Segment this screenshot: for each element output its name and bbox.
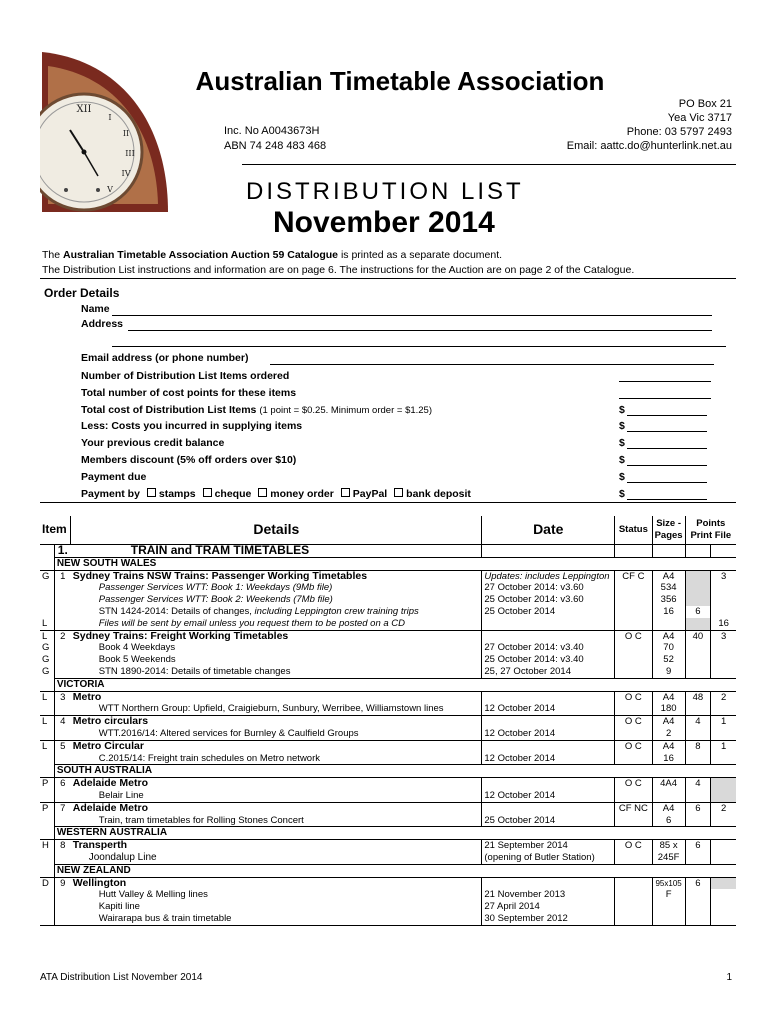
detail-text: Files will be sent by email unless you request them to be posted on a CD — [71, 618, 482, 630]
svg-text:XII: XII — [76, 104, 92, 115]
email: Email: aattc.do@hunterlink.net.au — [566, 140, 732, 152]
detail-date: 30 September 2012 — [482, 913, 615, 925]
item-print-points: 6 — [685, 877, 711, 889]
total-cost-note: (1 point = $0.25. Minimum order = $1.25) — [259, 405, 433, 416]
detail-pages: F — [652, 889, 685, 901]
detail-text: WTT.2016/14: Altered services for Burnley & Caulfield Groups — [71, 728, 482, 740]
detail-date: 27 October 2014: v3.60 — [482, 582, 615, 594]
less-costs-label: Less: Costs you incurred in supplying items — [81, 420, 303, 432]
detail-text: Wairarapa bus & train timetable — [71, 913, 482, 925]
stamps-label: stamps — [158, 488, 196, 500]
intro-text — [42, 248, 634, 278]
item-class: L — [40, 716, 54, 728]
item-size: A4 — [652, 802, 685, 814]
intro-suffix: is printed as a separate document. — [338, 249, 503, 261]
detail-class: L — [40, 618, 54, 630]
detail-pages: 356 — [652, 594, 685, 606]
item-size: A4 — [652, 630, 685, 642]
members-field[interactable] — [627, 465, 707, 466]
header-divider — [242, 164, 736, 165]
detail-text: Hutt Valley & Melling lines — [71, 889, 482, 901]
detail-text: Kapiti line — [71, 901, 482, 913]
less-costs-dollar: $ — [619, 420, 625, 432]
item-size: A4 — [652, 570, 685, 582]
item-title: Metro Circular — [71, 740, 482, 752]
detail-row — [40, 753, 736, 765]
num-items-label: Number of Distribution List Items ordered — [81, 370, 290, 382]
item-print-points: 48 — [685, 691, 711, 703]
intro-line-2: The Distribution List instructions and information are on page 6. The instructions for the Auction are on page 2 of the Catalogue. — [42, 264, 635, 276]
payment-due-label: Payment due — [81, 471, 147, 483]
detail-row — [40, 901, 736, 913]
item-size: 4A4 — [652, 778, 685, 790]
detail-row — [40, 889, 736, 901]
item-number: 4 — [54, 716, 70, 728]
region-row — [40, 557, 736, 570]
table-row — [40, 840, 736, 852]
members-dollar: $ — [619, 454, 625, 466]
detail-pages: 534 — [652, 582, 685, 594]
detail-class: G — [40, 642, 54, 654]
money-order-checkbox[interactable] — [258, 488, 267, 497]
region-vic: VICTORIA — [54, 678, 736, 691]
detail-date: 21 November 2013 — [482, 889, 615, 901]
detail-date: 25 October 2014: v3.40 — [482, 654, 615, 666]
page-number: 1 — [726, 972, 732, 983]
document-title: DISTRIBUTION LIST — [246, 178, 524, 205]
total-cost-field[interactable] — [627, 415, 707, 416]
item-file-points: 1 — [711, 740, 736, 752]
region-row — [40, 678, 736, 691]
item-print-points: 4 — [685, 778, 711, 790]
town: Yea Vic 3717 — [667, 112, 732, 124]
items-table — [40, 516, 736, 926]
bank-deposit-checkbox[interactable] — [394, 488, 403, 497]
print-label: Print — [690, 530, 713, 541]
inc-number: Inc. No A0043673H — [224, 125, 320, 137]
section-number: 1. — [57, 543, 68, 557]
item-number: 6 — [54, 778, 70, 790]
detail-row — [40, 642, 736, 654]
order-divider — [40, 502, 736, 503]
address-field-2[interactable] — [112, 346, 726, 347]
detail-pages: 2 — [652, 728, 685, 740]
credit-label: Your previous credit balance — [81, 437, 225, 449]
detail-text: Joondalup Line — [71, 852, 482, 864]
item-file-points: 3 — [711, 630, 736, 642]
item-class: P — [40, 778, 54, 790]
detail-date: 27 October 2014: v3.40 — [482, 642, 615, 654]
intro-divider — [40, 278, 736, 279]
item-title: Transperth — [71, 840, 482, 852]
region-wa: WESTERN AUSTRALIA — [54, 827, 736, 840]
table-row — [40, 740, 736, 752]
item-file-points: 2 — [711, 802, 736, 814]
item-header: Item — [40, 516, 71, 545]
num-items-field[interactable] — [619, 381, 711, 382]
item-title: Adelaide Metro — [71, 778, 482, 790]
item-number: 1 — [54, 570, 70, 582]
name-field[interactable] — [112, 315, 712, 316]
item-title: Sydney Trains: Freight Working Timetables — [71, 630, 482, 642]
item-number: 8 — [54, 840, 70, 852]
detail-date: (opening of Butler Station) — [482, 852, 615, 864]
bank-deposit-label: bank deposit — [406, 488, 471, 500]
detail-date: 12 October 2014 — [482, 728, 615, 740]
detail-row — [40, 654, 736, 666]
item-status: O C — [615, 740, 652, 752]
detail-pages: 70 — [652, 642, 685, 654]
size-header — [652, 516, 685, 545]
region-row — [40, 827, 736, 840]
detail-date: 12 October 2014 — [482, 753, 615, 765]
detail-class: G — [40, 654, 54, 666]
order-details-title: Order Details — [44, 286, 120, 300]
item-class: L — [40, 740, 54, 752]
item-status: CF C — [615, 570, 652, 582]
item-size: A4 — [652, 716, 685, 728]
detail-pages: 245F — [652, 852, 685, 864]
print-file-labels — [688, 530, 734, 542]
region-row — [40, 765, 736, 778]
item-number: 3 — [54, 691, 70, 703]
detail-pages: 6 — [652, 815, 685, 827]
item-title: Sydney Trains NSW Trains: Passenger Working Timetables — [71, 570, 482, 582]
region-row — [40, 864, 736, 877]
item-class: H — [40, 840, 54, 852]
svg-text:II: II — [122, 129, 130, 138]
intro-prefix: The — [42, 249, 64, 261]
region-nz: NEW ZEALAND — [54, 864, 736, 877]
svg-text:V: V — [107, 185, 113, 194]
file-label: File — [714, 530, 732, 541]
item-file-points: 2 — [711, 691, 736, 703]
item-status: O C — [615, 630, 652, 642]
detail-text: C.2015/14: Freight train schedules on Metro network — [71, 753, 482, 765]
svg-text:III: III — [125, 149, 135, 158]
item-status: O C — [615, 778, 652, 790]
detail-date: 25 October 2014 — [482, 815, 615, 827]
total-points-label: Total number of cost points for these items — [81, 387, 297, 399]
item-print-points: 8 — [685, 740, 711, 752]
registration-info — [224, 124, 326, 154]
detail-text: Book 4 Weekdays — [71, 642, 482, 654]
detail-text — [71, 606, 482, 618]
item-date: Updates: includes Leppington — [482, 570, 615, 582]
table-row — [40, 691, 736, 703]
total-points-field[interactable] — [619, 398, 711, 399]
item-print-points: 6 — [685, 840, 711, 852]
item-size: 85 x — [652, 840, 685, 852]
region-nsw: NEW SOUTH WALES — [54, 557, 736, 570]
email-label: Email address (or phone number) — [81, 352, 249, 364]
date-header: Date — [482, 516, 615, 545]
address-field[interactable] — [128, 330, 712, 331]
status-header: Status — [615, 516, 652, 545]
pages-label: Pages — [654, 530, 683, 541]
item-print-points: 6 — [685, 802, 711, 814]
detail-row — [40, 852, 736, 864]
detail-text: Train, tram timetables for Rolling Stones Concert — [71, 815, 482, 827]
table-row — [40, 570, 736, 582]
payment-by-text: Payment by — [81, 488, 140, 500]
item-size: A4 — [652, 691, 685, 703]
details-header: Details — [71, 516, 482, 545]
detail-date: 27 April 2014 — [482, 901, 615, 913]
credit-dollar: $ — [619, 437, 625, 449]
detail-class: G — [40, 666, 54, 678]
credit-field[interactable] — [627, 448, 707, 449]
detail-row — [40, 582, 736, 594]
paypal-label: PayPal — [352, 488, 388, 500]
table-row — [40, 716, 736, 728]
item-number: 5 — [54, 740, 70, 752]
detail-row — [40, 618, 736, 630]
detail-date: 25 October 2014 — [482, 606, 615, 618]
detail-row — [40, 594, 736, 606]
payment-due-field[interactable] — [627, 482, 707, 483]
table-row — [40, 802, 736, 814]
cheque-checkbox[interactable] — [203, 488, 212, 497]
item-class: G — [40, 570, 54, 582]
item-number: 2 — [54, 630, 70, 642]
detail-text: STN 1890-2014: Details of timetable changes — [71, 666, 482, 678]
item-number: 7 — [54, 802, 70, 814]
points-header — [685, 516, 736, 545]
item-title: Wellington — [71, 877, 482, 889]
detail-text: WTT Northern Group: Upfield, Craigieburn, Sunbury, Werribee, Williamstown lines — [71, 703, 482, 715]
total-cost-label — [81, 404, 432, 416]
item-class: L — [40, 691, 54, 703]
item-status: O C — [615, 716, 652, 728]
item-number: 9 — [54, 877, 70, 889]
detail-date: 25 October 2014: v3.60 — [482, 594, 615, 606]
detail-pages: 16 — [652, 753, 685, 765]
paypal-checkbox[interactable] — [341, 488, 350, 497]
detail-row — [40, 815, 736, 827]
email-field[interactable] — [270, 364, 714, 365]
item-file-points: 3 — [711, 570, 736, 582]
document-month: November 2014 — [273, 206, 495, 239]
item-file-points: 1 — [711, 716, 736, 728]
payment-by-label — [81, 488, 471, 500]
table-header — [40, 516, 736, 545]
detail-pages: 9 — [652, 666, 685, 678]
item-class: P — [40, 802, 54, 814]
detail-text: Belair Line — [71, 790, 482, 802]
item-title: Adelaide Metro — [71, 802, 482, 814]
cheque-label: cheque — [214, 488, 252, 500]
item-status: CF NC — [615, 802, 652, 814]
footer-title: ATA Distribution List November 2014 — [40, 972, 203, 983]
phone: Phone: 03 5797 2493 — [626, 126, 732, 138]
item-status: O C — [615, 840, 652, 852]
total-cost-dollar: $ — [619, 404, 625, 416]
total-cost-text: Total cost of Distribution List Items — [81, 404, 257, 416]
item-title: Metro — [71, 691, 482, 703]
detail-file: 16 — [718, 617, 729, 629]
item-class: L — [40, 630, 54, 642]
detail-pages: 16 — [652, 606, 685, 618]
section-title: TRAIN and TRAM TIMETABLES — [71, 545, 482, 558]
table-row — [40, 778, 736, 790]
money-order-label: money order — [270, 488, 334, 500]
detail-row — [40, 913, 736, 925]
section-row — [40, 545, 736, 558]
stamps-checkbox[interactable] — [147, 488, 156, 497]
payment-by-field[interactable] — [627, 499, 707, 500]
detail-row — [40, 728, 736, 740]
payment-by-dollar: $ — [619, 488, 625, 500]
catalogue-name: Australian Timetable Association Auction 59 Catalogue — [63, 249, 339, 261]
detail-print: 6 — [685, 606, 711, 618]
name-label: Name — [81, 303, 110, 315]
points-label: Points — [696, 518, 726, 529]
size-label: Size - — [656, 518, 681, 529]
detail-text-b: including Leppington crew training trips — [254, 605, 419, 617]
item-size: A4 — [652, 740, 685, 752]
item-title: Metro circulars — [71, 716, 482, 728]
item-date: 21 September 2014 — [482, 840, 615, 852]
association-name: Australian Timetable Association — [195, 66, 605, 96]
table-row — [40, 877, 736, 889]
detail-pages: 52 — [652, 654, 685, 666]
region-sa: SOUTH AUSTRALIA — [54, 765, 736, 778]
detail-row — [40, 606, 736, 618]
svg-text:IV: IV — [121, 169, 131, 178]
detail-date: 25, 27 October 2014 — [482, 666, 615, 678]
payment-due-dollar: $ — [619, 471, 625, 483]
detail-row — [40, 790, 736, 802]
table-row — [40, 630, 736, 642]
members-discount-label: Members discount (5% off orders over $10) — [81, 454, 297, 466]
detail-text-a: STN 1424-2014: Details of changes, — [98, 605, 255, 617]
contact-address — [567, 97, 732, 153]
svg-text:I: I — [108, 113, 112, 122]
item-size: 95x105 — [652, 877, 685, 889]
item-print-points: 4 — [685, 716, 711, 728]
po-box: PO Box 21 — [678, 98, 732, 110]
detail-text: Passenger Services WTT: Book 2: Weekends (7Mb file) — [71, 594, 482, 606]
detail-text: Book 5 Weekends — [71, 654, 482, 666]
less-costs-field[interactable] — [627, 431, 707, 432]
detail-pages: 180 — [652, 703, 685, 715]
detail-date: 12 October 2014 — [482, 790, 615, 802]
item-status: O C — [615, 691, 652, 703]
detail-row — [40, 666, 736, 678]
address-label: Address — [81, 318, 124, 330]
item-class: D — [40, 877, 54, 889]
detail-text: Passenger Services WTT: Book 1: Weekdays (9Mb file) — [71, 582, 482, 594]
item-print-points: 40 — [685, 630, 711, 642]
abn: ABN 74 248 483 468 — [224, 140, 327, 152]
detail-date: 12 October 2014 — [482, 703, 615, 715]
detail-row — [40, 703, 736, 715]
